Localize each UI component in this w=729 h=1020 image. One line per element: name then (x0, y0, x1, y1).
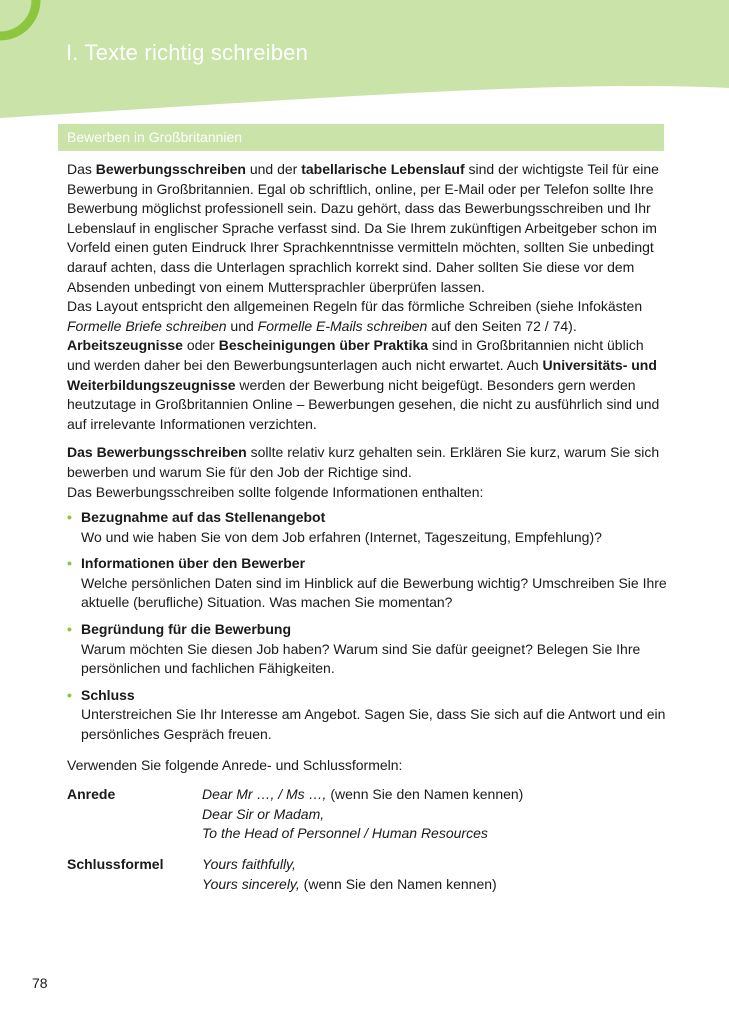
list-item-text: Warum möchten Sie diesen Job haben? Warum sind Sie dafür geeignet? Belegen Sie Ihre persönlichen und fachlichen Fähigkeiten. (81, 640, 641, 677)
list-item (67, 508, 667, 547)
letter-paragraph: Das Bewerbungsschreiben sollte relativ kurz gehalten sein. Erklären Sie kurz, warum Sie sich bewerben und warum Sie für den Job der Richtige sind. (67, 444, 660, 480)
list-item-title: Bezugnahme auf das Stellenangebot (81, 509, 326, 526)
section-heading-bar (58, 124, 664, 151)
section-title: Bewerben in Großbritannien (67, 129, 243, 145)
anrede-row: Anrede Dear Mr …, / Ms …, (wenn Sie den Namen kennen) Dear Sir or Madam, To the Head of Personnel / Human Resources (67, 786, 524, 842)
schlussformel-label: Schlussformel (67, 856, 164, 872)
letter-contents-list (67, 508, 667, 745)
bullet-icon: • (67, 555, 72, 572)
anrede-formula: To the Head of Personnel / Human Resources (202, 825, 488, 842)
list-item (67, 554, 667, 613)
formulas-intro: Verwenden Sie folgende Anrede- und Schlussformeln: (67, 756, 403, 773)
intro-paragraph: Das Bewerbungsschreiben und der tabellarische Lebenslauf sind der wichtigste Teil für eine Bewerbung in Großbritannien. Egal ob schriftlich, online, per E-Mail oder per Telefon sollte Ihre Bewerbung möglichst professionell sein. Dazu gehört, dass das Bewerbungsschreiben und Ihr Lebenslauf in englischer Sprache verfasst sind. Da Sie Ihrem zukünftigen Arbeitgeber schon im Vorfeld einen guten Eindruck Ihrer Sprachkenntnisse vermitteln möchten, sollten Sie unbedingt darauf achten, dass die Unterlagen sprachlich korrekt sind. Daher sollten Sie diese vor dem Absenden unbedingt von einem Muttersprachler überprüfen lassen. (67, 161, 659, 295)
list-item-title: Begründung für die Bewerbung (81, 621, 291, 638)
bullet-icon: • (67, 621, 72, 638)
bullet-icon: • (67, 509, 72, 526)
schluss-formula: Yours faithfully, (202, 856, 296, 872)
certificates-paragraph: Arbeitszeugnisse oder Bescheinigungen über Praktika sind in Großbritannien nicht üblich und werden daher bei den Bewerbungsunterlagen auch nicht erwartet. Auch Universitäts- und Weiterbildungszeugnisse werden der Bewerbung nicht beigefügt. Besonders gern werden heutzutage in Großbritannien Online – Bewerbungen gesehen, die nicht zu ausführlich sind und auf irrelevante Informationen verzichten. (67, 337, 660, 432)
page-number: 78 (32, 975, 48, 991)
list-item-text: Welche persönlichen Daten sind im Hinblick auf die Bewerbung wichtig? Umschreiben Sie Ihre aktuelle (berufliche) Situation. Was machen Sie momentan? (81, 574, 667, 611)
main-content (67, 160, 667, 894)
letter-contents-intro: Das Bewerbungsschreiben sollte folgende Informationen enthalten: (67, 483, 484, 500)
bullet-icon: • (67, 686, 72, 703)
anrede-formula: Dear Sir or Madam, (202, 805, 325, 822)
list-item (67, 686, 667, 745)
list-item-text: Unterstreichen Sie Ihr Interesse am Angebot. Sagen Sie, dass Sie sich auf die Antwort und ein persönliches Gespräch freuen. (81, 706, 666, 743)
anrede-formula: Dear Mr …, / Ms …, (202, 786, 327, 803)
list-item-title: Schluss (81, 686, 135, 703)
schlussformel-row: Schlussformel Yours faithfully, Yours sincerely, (wenn Sie den Namen kennen) (67, 856, 497, 892)
chapter-title: I. Texte richtig schreiben (66, 40, 309, 65)
list-item-title: Informationen über den Bewerber (81, 555, 306, 572)
layout-paragraph: Das Layout entspricht den allgemeinen Regeln für das förmliche Schreiben (siehe Infokästen Formelle Briefe schreiben und Formelle E-Mails schreiben auf den Seiten 72 / 74). (67, 298, 643, 334)
list-item (67, 620, 667, 679)
anrede-label: Anrede (67, 786, 116, 803)
schluss-formula: Yours sincerely, (202, 875, 300, 892)
list-item-text: Wo und wie haben Sie von dem Job erfahren (Internet, Tageszeitung, Empfehlung)? (81, 528, 602, 545)
